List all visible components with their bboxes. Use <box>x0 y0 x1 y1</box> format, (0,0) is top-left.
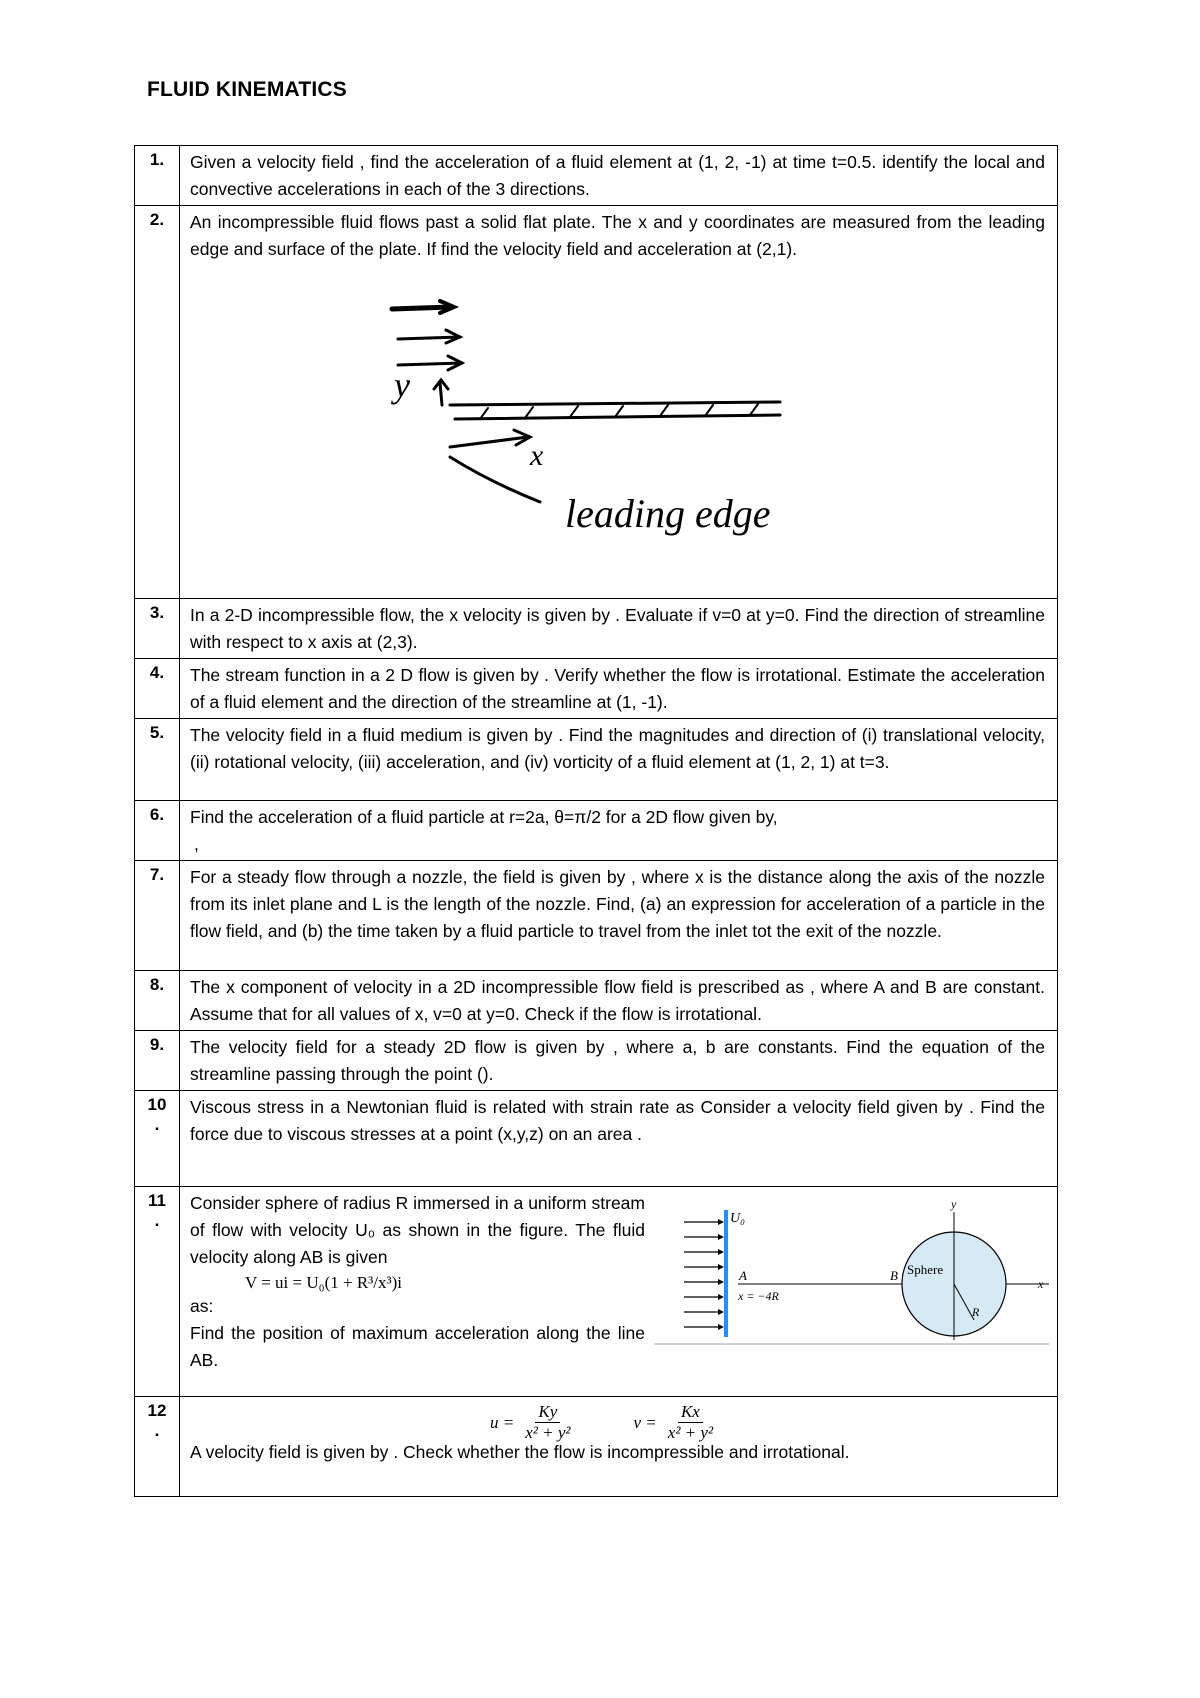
question-row <box>135 861 1058 971</box>
question-row <box>135 971 1058 1031</box>
question-text: Find the acceleration of a fluid particle at r=2a, θ=π/2 for a 2D flow given by, <box>190 807 778 827</box>
question-number: 7. <box>135 861 180 971</box>
question-number: 8. <box>135 971 180 1031</box>
page-title: FLUID KINEMATICS <box>147 78 347 101</box>
y-axis-label: y <box>394 365 410 405</box>
y-axis-label: y <box>951 1197 957 1211</box>
question-row <box>135 1397 1058 1497</box>
question-table <box>134 145 1058 1497</box>
question-text: A velocity field is given by <box>190 1442 389 1462</box>
x-axis-label: x <box>530 439 544 472</box>
point-b-label: B <box>890 1268 898 1283</box>
question-text: The stream function in a 2 D flow is given by . Verify whether the flow is irrotational. Estimate the acceleration of a fluid element and the direction of the streamline at (1, -1). <box>190 665 1045 712</box>
v-fraction <box>665 1402 716 1443</box>
question-number: 5. <box>135 719 180 801</box>
question-text-continuation: , <box>194 834 199 854</box>
question-text: An incompressible fluid flows past a solid flat plate. The x and y coordinates are measured from the leading edge and surface of the plate. If find the velocity field and acceleration at (2,1). <box>190 212 1045 259</box>
v-numerator: Kx <box>678 1402 703 1423</box>
question-row <box>135 1187 1058 1397</box>
point-a-label: A <box>739 1268 747 1283</box>
position-label: x = −4R <box>738 1289 779 1303</box>
question-text: The velocity field in a fluid medium is given by . Find the magnitudes and direction of (i) translational velocity, (ii) rotational velocity, (iii) acceleration, and (iv) vorticity of a fluid element at (1, 2, 1) at t=3. <box>190 725 1045 772</box>
u-denominator: x² + y² <box>525 1423 571 1442</box>
question-row <box>135 801 1058 861</box>
question-text-after: Find the position of maximum acceleration along the line AB. <box>190 1323 645 1370</box>
velocity-formula: V = ui = U₀(1 + R³/x³)i <box>245 1273 402 1292</box>
question-row <box>135 659 1058 719</box>
question-number: 11 . <box>135 1187 180 1397</box>
u-fraction <box>522 1402 573 1443</box>
question-text-as: as: <box>190 1296 214 1316</box>
question-text: In a 2-D incompressible flow, the x velocity is given by . Evaluate if v=0 at y=0. Find the direction of streamline with respect to x axis at (2,3). <box>190 605 1045 652</box>
question-text: The x component of velocity in a 2D incompressible flow field is prescribed as , where A and B are constant. Assume that for all values of x, v=0 at y=0. Check if the flow is irrotational. <box>190 977 1045 1024</box>
question-number: 10 . <box>135 1091 180 1187</box>
sphere-in-stream-figure <box>654 1192 1049 1347</box>
leading-edge-caption: leading edge <box>565 491 771 536</box>
u0-label: U₀ <box>730 1211 745 1226</box>
question-text-after: . Check whether the flow is incompressible and irrotational. <box>393 1442 850 1462</box>
v-label: v = <box>633 1412 657 1432</box>
u-label: u = <box>490 1412 515 1432</box>
question-number: 12 . <box>135 1397 180 1497</box>
flat-plate-figure <box>380 267 810 567</box>
question-number: 1. <box>135 146 180 206</box>
question-row <box>135 146 1058 206</box>
question-row <box>135 206 1058 599</box>
question-number: 9. <box>135 1031 180 1091</box>
question-number: 2. <box>135 206 180 599</box>
velocity-field-equations <box>490 1402 1045 1443</box>
question-text: Viscous stress in a Newtonian fluid is related with strain rate as Consider a velocity field given by . Find the force due to viscous stresses at a point (x,y,z) on an area . <box>190 1097 1045 1144</box>
question-row <box>135 1091 1058 1187</box>
question-text: Consider sphere of radius R immersed in a uniform stream of flow with velocity U₀ as shown in the figure. The fluid velocity along AB is given <box>190 1193 645 1267</box>
u-numerator: Ky <box>535 1402 560 1423</box>
question-row <box>135 599 1058 659</box>
question-text: For a steady flow through a nozzle, the field is given by , where x is the distance along the axis of the nozzle from its inlet plane and L is the length of the nozzle. Find, (a) an expression for acceleration of a particle in the flow field, and (b) the time taken by a fluid particle to travel from the inlet tot the exit of the nozzle. <box>190 867 1045 941</box>
sphere-label: Sphere <box>907 1262 944 1277</box>
question-text: The velocity field for a steady 2D flow is given by , where a, b are constants. Find the equation of the streamline passing through the point (). <box>190 1037 1045 1084</box>
radius-label: R <box>972 1305 980 1319</box>
question-number: 3. <box>135 599 180 659</box>
question-row <box>135 1031 1058 1091</box>
question-row <box>135 719 1058 801</box>
question-text: Given a velocity field , find the acceleration of a fluid element at (1, 2, -1) at time t=0.5. identify the local and convective accelerations in each of the 3 directions. <box>190 152 1045 199</box>
v-denominator: x² + y² <box>667 1423 714 1442</box>
x-axis-label: x <box>1038 1277 1044 1291</box>
question-number: 6. <box>135 801 180 861</box>
question-number: 4. <box>135 659 180 719</box>
